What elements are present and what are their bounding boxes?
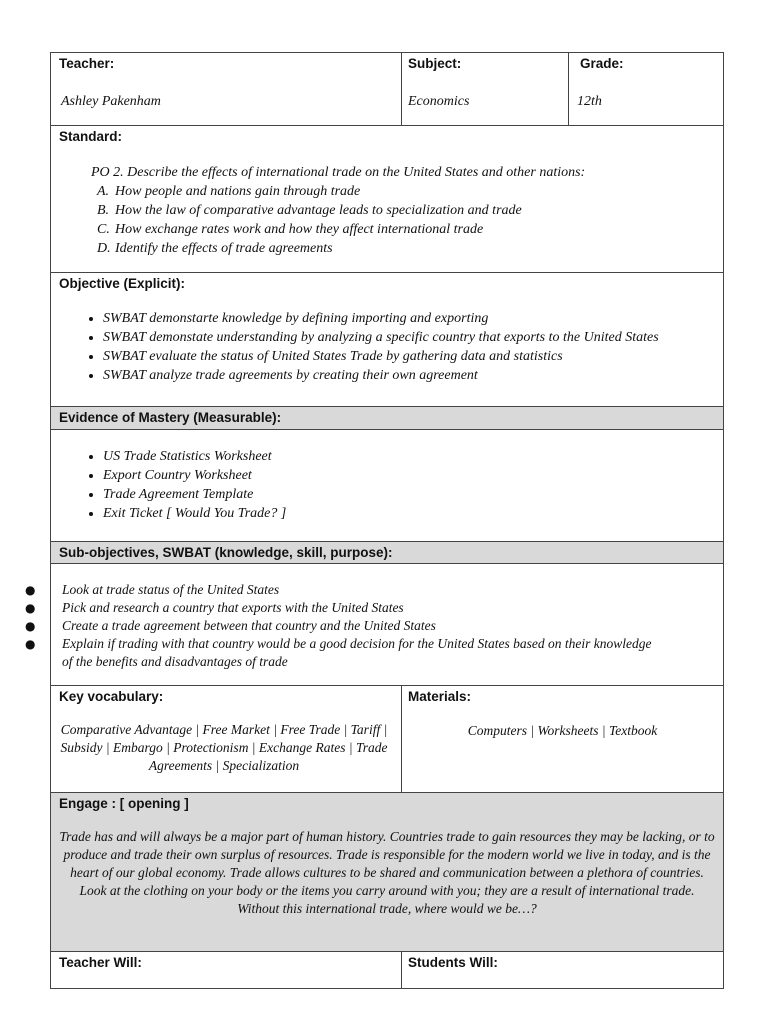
subobjectives-list <box>25 564 723 671</box>
teacher-will-label: Teacher Will: <box>59 955 142 970</box>
lesson-plan-table <box>25 52 724 989</box>
grade-label: Grade: <box>580 56 624 71</box>
evidence-header-cell <box>51 407 724 430</box>
standard-item: C. How exchange rates work and how they affect international trade <box>97 222 484 237</box>
evidence-header-row <box>51 407 724 430</box>
objective-row <box>51 273 724 407</box>
vocabulary-text: Comparative Advantage | Free Market | Free Trade | Tariff | Subsidy | Embargo | Protectionism | Exchange Rates | Trade Agreements | Specialization <box>60 722 388 773</box>
evidence-label: Evidence of Mastery (Measurable): <box>59 410 282 425</box>
evidence-cell <box>51 430 724 542</box>
evidence-item: • US Trade Statistics Worksheet <box>103 447 723 466</box>
evidence-item: • Exit Ticket [ Would You Trade? ] <box>103 504 723 523</box>
vocab-materials-row <box>51 686 724 793</box>
standard-cell <box>51 126 724 273</box>
lesson-plan-sheet <box>25 52 723 989</box>
evidence-item: • Trade Agreement Template <box>103 485 723 504</box>
standard-intro: PO 2. Describe the effects of international trade on the United States and other nations: <box>91 165 586 180</box>
subject-cell <box>402 53 569 126</box>
standard-item: D. Identify the effects of trade agreements <box>97 241 333 256</box>
teacher-will-cell <box>51 952 402 989</box>
materials-label: Materials: <box>408 689 472 704</box>
objective-cell <box>51 273 724 407</box>
vocabulary-cell <box>51 686 402 793</box>
students-will-label: Students Will: <box>408 955 498 970</box>
materials-text: Computers | Worksheets | Textbook <box>467 723 658 738</box>
evidence-list <box>51 430 723 523</box>
subobjective-item: ● Explain if trading with that country would be a good decision for the United States based on their knowledge of the benefits and disadvantages of trade <box>25 636 652 669</box>
students-will-cell <box>402 952 724 989</box>
vocabulary-label: Key vocabulary: <box>59 689 164 704</box>
footer-row <box>51 952 724 989</box>
subject-label: Subject: <box>408 56 462 71</box>
standard-row <box>51 126 724 273</box>
teacher-label: Teacher: <box>59 56 115 71</box>
evidence-row <box>51 430 724 542</box>
teacher-value: Ashley Pakenham <box>61 94 161 109</box>
objective-item: • SWBAT analyze trade agreements by creating their own agreement <box>103 366 723 385</box>
teacher-cell <box>51 53 402 126</box>
subobjective-item: ● Pick and research a country that exports with the United States <box>25 600 404 615</box>
engage-row <box>51 793 724 952</box>
objective-item: • SWBAT demonstarte knowledge by defining importing and exporting <box>103 309 723 328</box>
engage-text: Trade has and will always be a major part of human history. Countries trade to gain resources they may be lacking, or to produce and trade their own surplus of resources. Trade is responsible for the modern world we live in today, and is the heart of our global economy. Trade allows cultures to be shared and communication between a plethora of countries. Look at the clothing on your body or the items you carry around with you; they are a result of international trade. Without this international trade, where would we be…? <box>59 829 715 916</box>
objective-list <box>51 294 723 385</box>
evidence-item: • Export Country Worksheet <box>103 466 723 485</box>
objective-item: • SWBAT demonstate understanding by analyzing a specific country that exports to the United States <box>103 328 723 347</box>
subobjective-item: ● Look at trade status of the United States <box>25 582 280 597</box>
objective-label: Objective (Explicit): <box>59 276 186 291</box>
subobjectives-cell <box>25 564 724 686</box>
subobjectives-header-row <box>51 542 724 564</box>
standard-list <box>51 182 723 258</box>
standard-label: Standard: <box>59 129 123 144</box>
subobjectives-header-cell <box>51 542 724 564</box>
engage-cell <box>51 793 724 952</box>
subobjectives-label: Sub-objectives, SWBAT (knowledge, skill, purpose): <box>59 545 393 560</box>
standard-item: A. How people and nations gain through trade <box>97 184 361 199</box>
materials-cell <box>402 686 724 793</box>
grade-value: 12th <box>577 94 602 109</box>
objective-item: • SWBAT evaluate the status of United States Trade by gathering data and statistics <box>103 347 723 366</box>
subobjective-item: ● Create a trade agreement between that country and the United States <box>25 618 436 633</box>
header-row <box>51 53 724 126</box>
grade-cell <box>569 53 724 126</box>
subobjectives-row <box>51 564 724 686</box>
standard-item: B. How the law of comparative advantage leads to specialization and trade <box>97 203 522 218</box>
engage-label: Engage : [ opening ] <box>59 796 189 811</box>
subject-value: Economics <box>408 94 470 109</box>
